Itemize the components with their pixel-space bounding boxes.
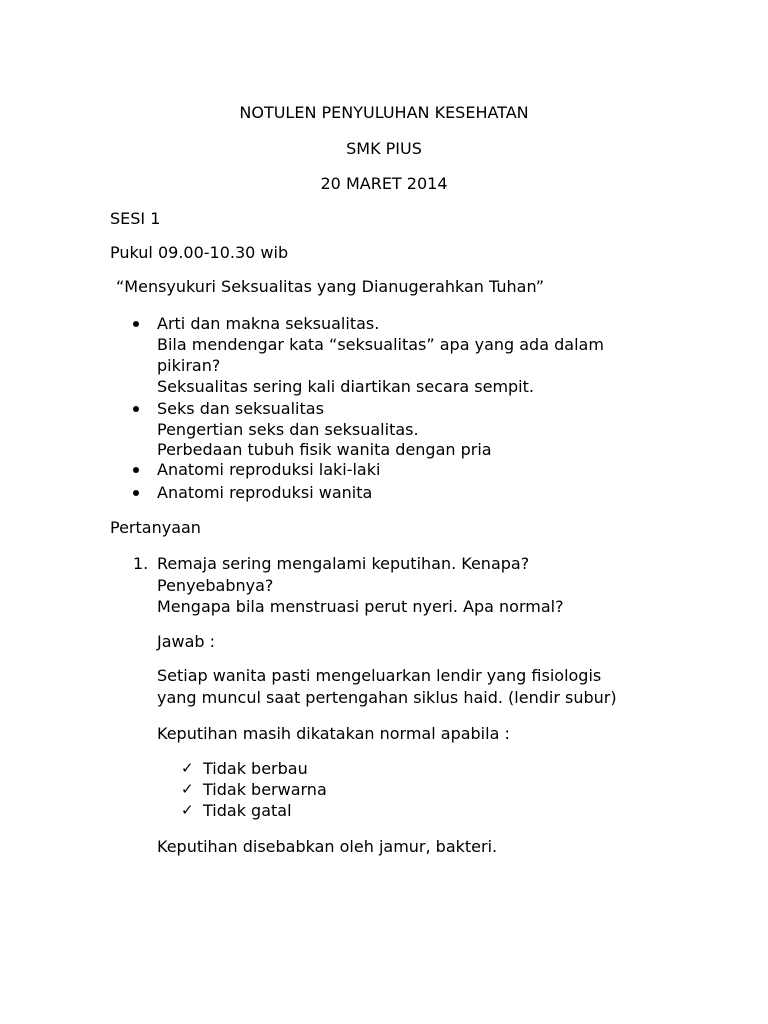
document-title: NOTULEN PENYULUHAN KESEHATAN [239,103,529,122]
condition-item: Tidak berwarna [203,780,327,799]
checkmark-icon: ✓ [181,759,194,777]
topic-line: Anatomi reproduksi wanita [157,483,373,502]
bullet-marker [133,490,139,496]
session-label: SESI 1 [110,209,161,228]
bullet-marker [133,321,139,327]
topic-line: Seksualitas sering kali diartikan secara sempit. [157,377,534,396]
topic-line: Bila mendengar kata “seksualitas” apa yang ada dalam [157,335,604,354]
topic-line: Arti dan makna seksualitas. [157,314,380,333]
answer-line: yang muncul saat pertengahan siklus haid. (lendir subur) [157,688,617,707]
normal-intro: Keputihan masih dikatakan normal apabila : [157,724,510,743]
answer-line: Setiap wanita pasti mengeluarkan lendir yang fisiologis [157,666,602,685]
event-date: 20 MARET 2014 [320,174,448,193]
school-name: SMK PIUS [346,139,422,158]
topic-line: Perbedaan tubuh fisik wanita dengan pria [157,440,492,459]
topic-line: Seks dan seksualitas [157,399,324,418]
topic-line: Pengertian seks dan seksualitas. [157,420,419,439]
condition-item: Tidak gatal [203,801,292,820]
bullet-marker [133,467,139,473]
topic-line: Anatomi reproduksi laki-laki [157,460,381,479]
checkmark-icon: ✓ [181,780,194,798]
session-time: Pukul 09.00-10.30 wib [110,243,289,262]
topic-line: pikiran? [157,356,221,375]
session-theme: “Mensyukuri Seksualitas yang Dianugerahkan Tuhan” [116,277,545,296]
question-line: Penyebabnya? [157,576,274,595]
cause-text: Keputihan disebabkan oleh jamur, bakteri. [157,837,498,856]
questions-heading: Pertanyaan [110,518,201,537]
answer-label: Jawab : [157,632,216,651]
question-line: Mengapa bila menstruasi perut nyeri. Apa normal? [157,597,564,616]
question-line: Remaja sering mengalami keputihan. Kenapa? [157,554,530,573]
bullet-marker [133,406,139,412]
condition-item: Tidak berbau [203,759,308,778]
question-number: 1. [133,554,149,573]
checkmark-icon: ✓ [181,801,194,819]
